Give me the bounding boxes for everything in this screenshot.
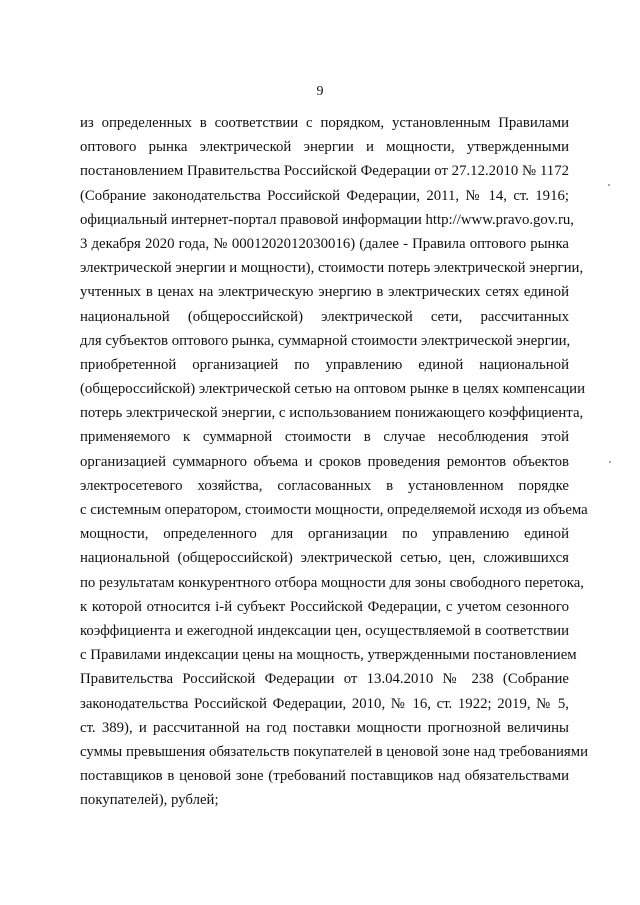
text-line: для субъектов оптового рынка, суммарной стоимости электрической энергии, bbox=[80, 332, 571, 349]
text-line: постановлением Правительства Российской Федерации от 27.12.2010 № 1172 bbox=[80, 163, 569, 180]
text-line: потерь электрической энергии, с использованием понижающего коэффициента, bbox=[80, 405, 584, 422]
text-line: по результатам конкурентного отбора мощности для зоны свободного перетока, bbox=[80, 574, 584, 591]
text-line: организацией суммарного объема и сроков проведения ремонтов объектов bbox=[80, 453, 569, 470]
text-line: применяемого к суммарной стоимости в случае несоблюдения этой bbox=[80, 429, 569, 446]
text-line: электросетевого хозяйства, согласованных в установленном порядке bbox=[80, 477, 569, 494]
text-line: коэффициента и ежегодной индексации цен, осуществляемой в соответствии bbox=[80, 622, 569, 639]
text-line: Правительства Российской Федерации от 13.04.2010 № 238 (Собрание bbox=[80, 671, 569, 688]
text-line: электрической энергии и мощности), стоимости потерь электрической энергии, bbox=[80, 260, 584, 277]
text-line: с системным оператором, стоимости мощности, определяемой исходя из объема bbox=[80, 502, 588, 518]
text-line: приобретенной организацией по управлению единой национальной bbox=[80, 356, 569, 373]
text-line: оптового рынка электрической энергии и мощности, утвержденными bbox=[80, 139, 569, 156]
text-line: национальной (общероссийской) электрической сети, рассчитанных bbox=[80, 308, 569, 325]
text-line: законодательства Российской Федерации, 2010, № 16, ст. 1922; 2019, № 5, bbox=[80, 695, 569, 712]
scan-speck bbox=[609, 461, 611, 463]
text-line: из определенных в соответствии с порядком, установленным Правилами bbox=[80, 115, 569, 131]
text-line: ст. 389), и рассчитанной на год поставки мощности прогнозной величины bbox=[80, 719, 569, 736]
text-line: с Правилами индексации цены на мощность, утвержденными постановлением bbox=[80, 647, 577, 664]
text-line: покупателей), рублей; bbox=[80, 792, 219, 809]
text-line: поставщиков в ценовой зоне (требований поставщиков над обязательствами bbox=[80, 768, 569, 785]
text-line: мощности, определенного для организации по управлению единой bbox=[80, 526, 569, 543]
text-line: 3 декабря 2020 года, № 0001202012030016) (далее - Правила оптового рынка bbox=[80, 235, 569, 252]
scan-speck bbox=[608, 184, 610, 186]
text-line: (общероссийской) электрической сетью на оптовом рынке в целях компенсации bbox=[80, 381, 586, 398]
text-line: официальный интернет-портал правовой информации http://www.pravo.gov.ru, bbox=[80, 211, 574, 228]
page-number: 9 bbox=[316, 84, 324, 99]
text-line: суммы превышения обязательств покупателей в ценовой зоне над требованиями bbox=[80, 743, 589, 760]
text-line: национальной (общероссийской) электрической сетью, цен, сложившихся bbox=[80, 550, 569, 567]
body-text bbox=[80, 111, 589, 812]
text-line: к которой относится i-й субъект Российской Федерации, с учетом сезонного bbox=[80, 598, 569, 615]
text-line: (Собрание законодательства Российской Федерации, 2011, № 14, ст. 1916; bbox=[80, 187, 569, 204]
text-line: учтенных в ценах на электрическую энергию в электрических сетях единой bbox=[80, 284, 569, 301]
